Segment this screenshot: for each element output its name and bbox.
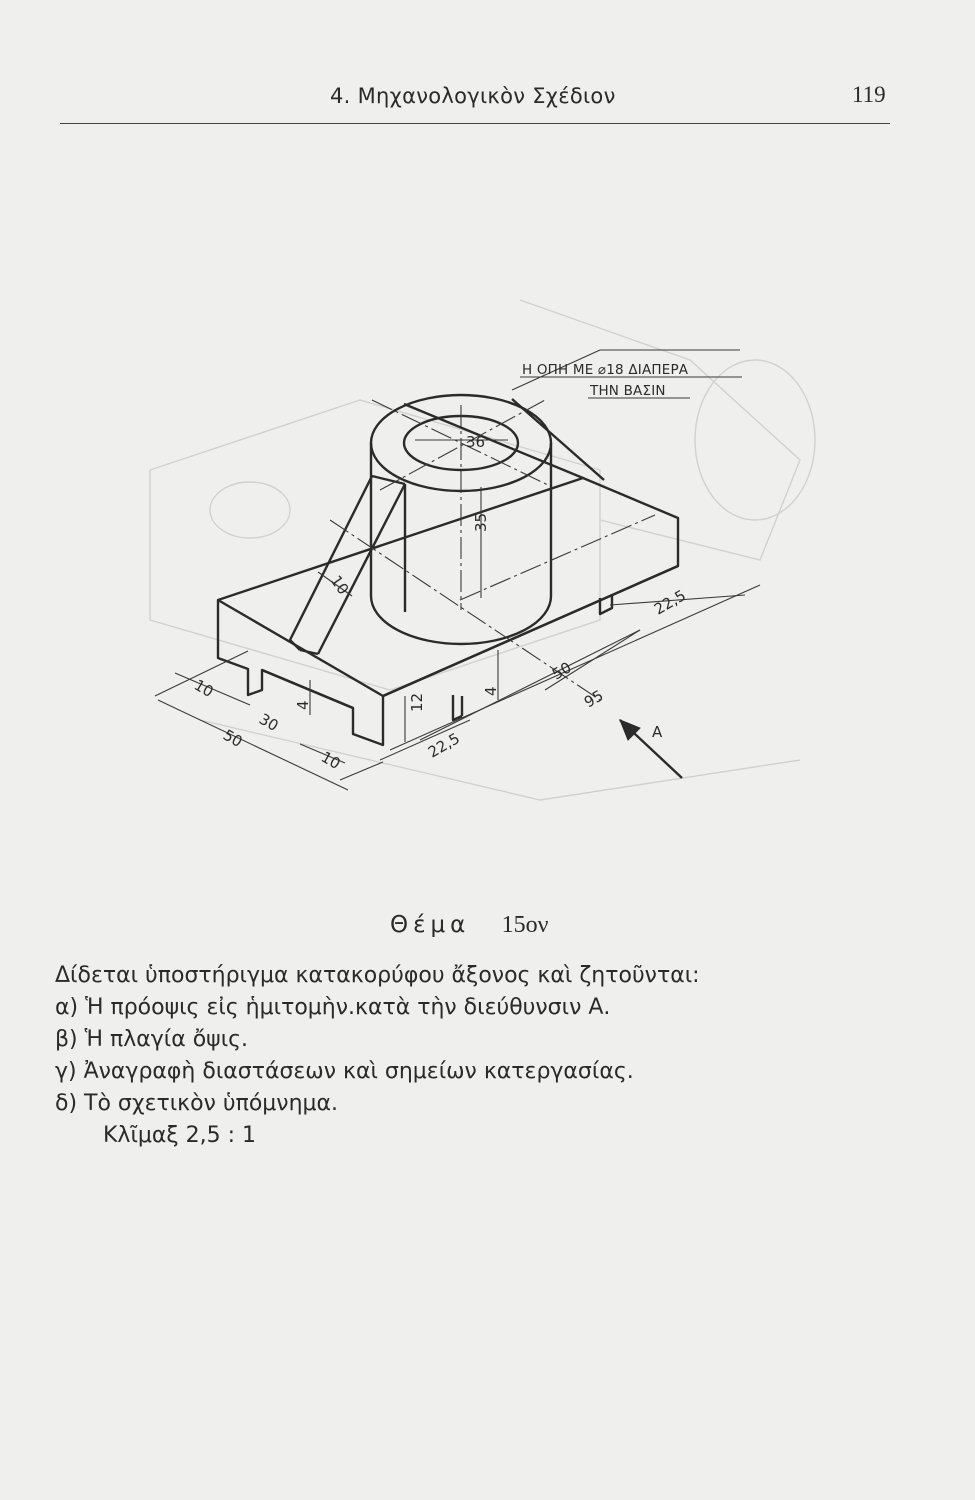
dim-36: 36 [466,433,486,451]
exercise-item-b: β) Ἡ πλαγία ὄψις. [55,1027,249,1052]
subject-heading [390,912,549,939]
dim-4-left: 4 [294,700,312,710]
center-lines [330,400,655,700]
base-plate [218,478,678,745]
dim-50-right: 50 [549,658,575,684]
dim-35: 35 [472,512,490,532]
page-header-title: 4. Μηχανολογικὸν Σχέδιον [330,84,616,108]
view-arrow-label: A [652,723,663,741]
dim-12: 12 [408,692,426,712]
exercise-scale: Κλῖμαξ 2,5 : 1 [103,1123,257,1148]
dim-22-5-bottom: 22,5 [425,729,463,762]
subject-number: 15ον [501,912,549,938]
bleed-through-ghost [150,300,815,800]
exercise-item-d: δ) Τὸ σχετικὸν ὑπόμνημα. [55,1091,339,1116]
dim-22-5-right: 22,5 [651,586,689,619]
dim-4-center: 4 [482,686,500,696]
dim-10-bottom: 10 [318,747,344,774]
exercise-item-c: γ) Ἀναγραφὴ διαστάσεων καὶ σημείων κατεργασίας. [55,1059,634,1084]
view-arrow-a [620,720,682,778]
page-number: 119 [852,82,886,107]
subject-label: Θέμα [390,912,471,938]
hole-note-line-2: ΤΗΝ ΒΑΣΙΝ [590,383,666,399]
rib [290,476,405,654]
dim-50-left: 50 [220,725,246,752]
dim-10-rib: 10 [326,571,353,598]
dim-95: 95 [581,686,607,712]
hole-note-line-1: Η ΟΠΗ ΜΕ ⌀18 ΔΙΑΠΕΡΑ [522,362,689,378]
exercise-intro: Δίδεται ὑποστήριγμα κατακορύφου ἄξονος καὶ ζητοῦνται: [55,963,700,988]
dim-10-left: 10 [191,675,217,702]
dim-30: 30 [256,709,282,736]
exercise-text [55,960,935,1152]
exercise-item-a: α) Ἡ πρόοψις εἰς ἡμιτομὴν.κατὰ τὴν διεύθυνσιν Α. [55,995,611,1020]
